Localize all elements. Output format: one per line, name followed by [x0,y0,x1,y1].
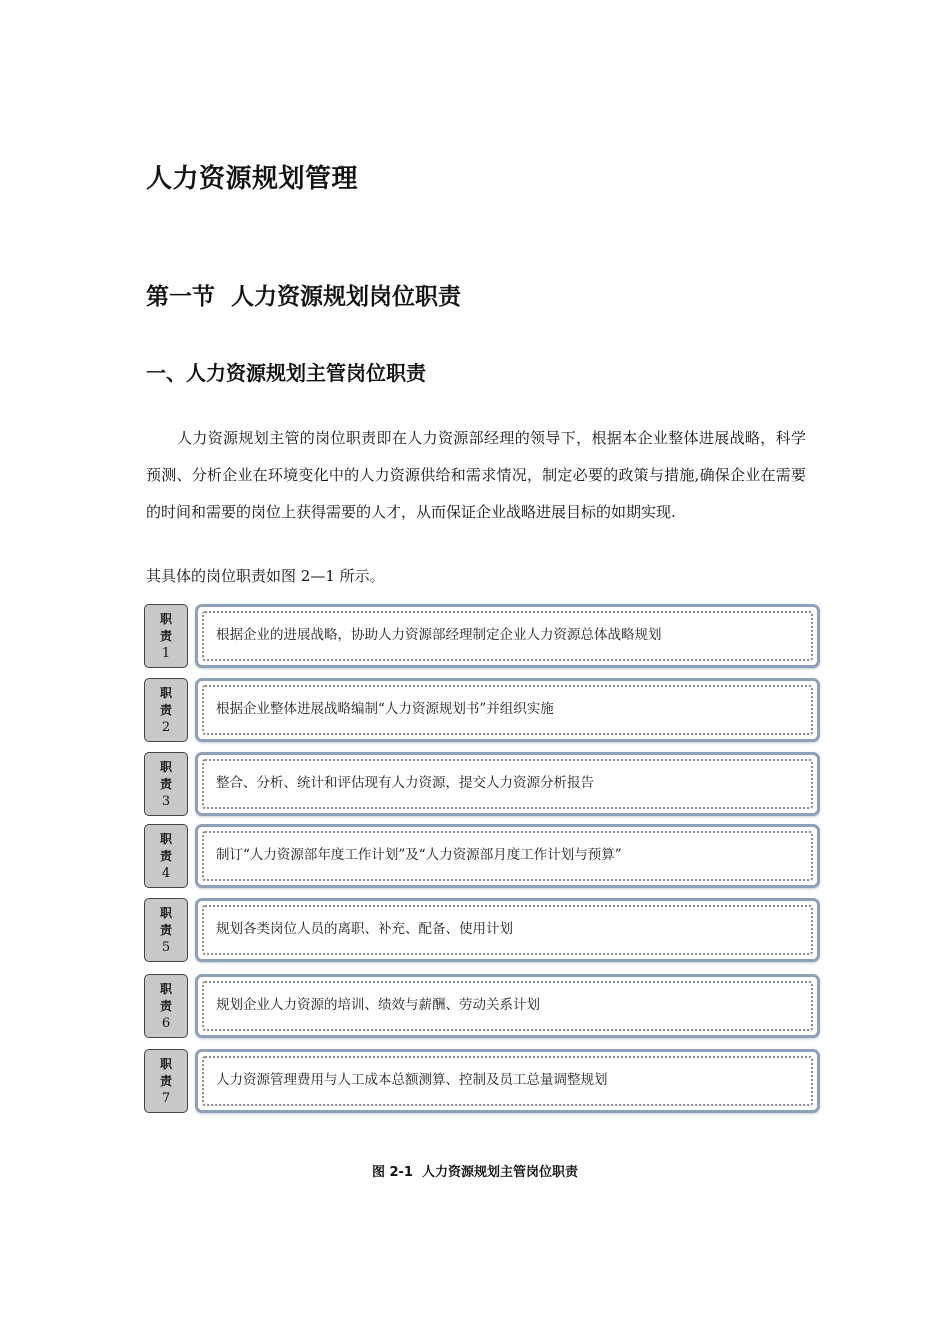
duty-badge-6 [144,974,188,1038]
duty-text: 整合、分析、统计和评估现有人力资源，提交人力资源分析报告 [216,775,594,791]
duty-badge-label-2: 责 [159,702,172,717]
duty-box-7 [195,1049,820,1113]
duty-badge-number: 3 [161,793,171,809]
subsection-title: 一、人力资源规划主管岗位职责 [146,361,426,385]
duty-inner-frame [202,759,813,809]
duty-box-2 [195,678,820,742]
duty-inner-frame [202,685,813,735]
body-paragraph: 人力资源规划主管的岗位职责即在人力资源部经理的领导下，根据本企业整体进展战略，科学预测、分析企业在环境变化中的人力资源供给和需求情况，制定必要的政策与措施,确保企业在需要的时间和需要的岗位上获得需要的人才，从而保证企业战略进展目标的如期实现. [146,429,806,521]
duty-badge-3 [144,752,188,816]
page-title: 人力资源规划管理 [146,164,359,194]
duty-badge-label-1: 职 [159,831,172,846]
duty-inner-frame [202,981,813,1031]
duty-badge-label-2: 责 [159,922,172,937]
duty-inner-frame [202,831,813,881]
duty-badge-label-1: 职 [159,685,172,700]
duty-badge-label-1: 职 [159,981,172,996]
duty-box-3 [195,752,820,816]
section-title: 第一节 人力资源规划岗位职责 [146,284,462,310]
duty-badge-label-1: 职 [159,611,172,626]
figure-caption: 图 2-1 人力资源规划主管岗位职责 [371,1165,579,1180]
duty-box-1 [195,604,820,668]
duty-badge-label-1: 职 [159,1056,172,1071]
duty-badge-label-2: 责 [159,848,172,863]
duty-badge-number: 5 [161,939,171,955]
duty-box-5 [195,898,820,962]
duty-badge-label-2: 责 [159,776,172,791]
duty-box-4 [195,824,820,888]
figure-reference: 其具体的岗位职责如图 2—1 所示。 [146,567,385,585]
duty-badge-4 [144,824,188,888]
duty-badge-5 [144,898,188,962]
duty-badge-label-2: 责 [159,628,172,643]
duty-text: 根据企业的进展战略，协助人力资源部经理制定企业人力资源总体战略规划 [216,627,662,643]
duty-badge-7 [144,1049,188,1113]
duty-badge-label-1: 职 [159,905,172,920]
duty-box-6 [195,974,820,1038]
duty-badge-number: 7 [161,1090,171,1106]
duty-badge-label-2: 责 [159,1073,172,1088]
duty-inner-frame [202,905,813,955]
duty-text: 规划各类岗位人员的离职、补充、配备、使用计划 [216,921,513,937]
duty-badge-number: 4 [161,865,171,881]
duty-inner-frame [202,611,813,661]
duty-badge-label-2: 责 [159,998,172,1013]
duty-badge-number: 2 [161,719,171,735]
duty-inner-frame [202,1056,813,1106]
duty-badge-number: 1 [161,645,171,661]
duty-badge-number: 6 [161,1015,171,1031]
duty-badge-label-1: 职 [159,759,172,774]
duty-badge-1 [144,604,188,668]
duty-text: 根据企业整体进展战略编制“人力资源规划书”并组织实施 [216,701,554,717]
duty-text: 制订“人力资源部年度工作计划”及“人力资源部月度工作计划与预算” [216,847,622,863]
duty-text: 规划企业人力资源的培训、绩效与薪酬、劳动关系计划 [216,997,540,1013]
duty-badge-2 [144,678,188,742]
duty-text: 人力资源管理费用与人工成本总额测算、控制及员工总量调整规划 [216,1072,608,1088]
